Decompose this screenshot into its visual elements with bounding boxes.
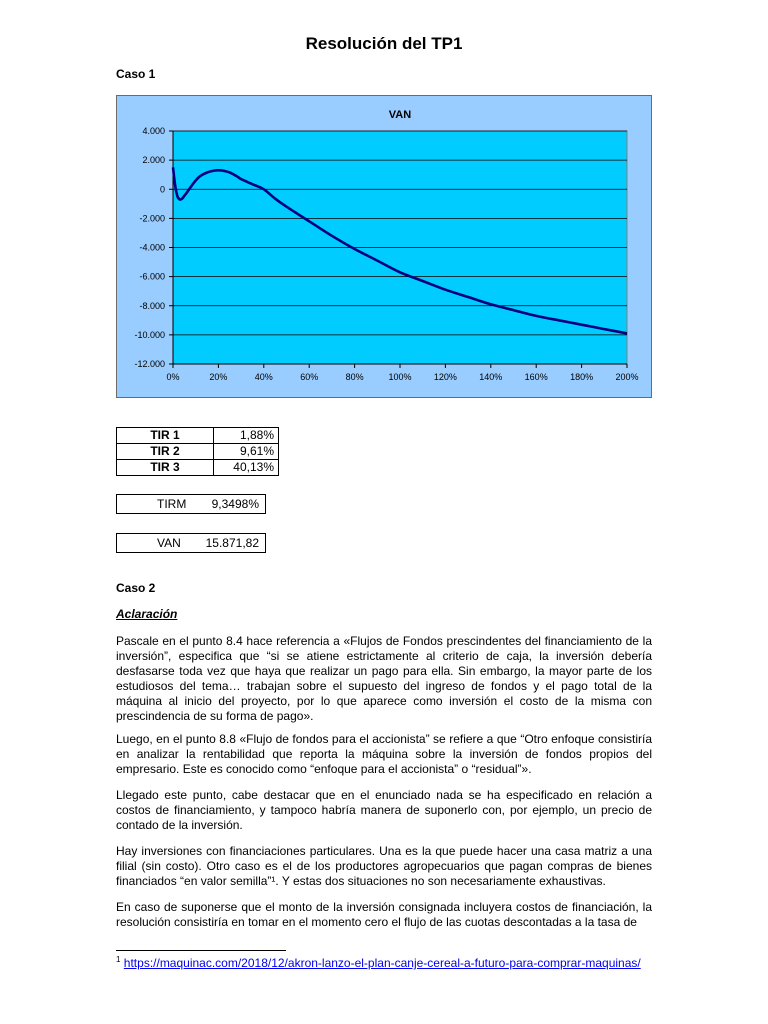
y-tick-label: -4.000 bbox=[139, 242, 165, 253]
chart-title: VAN bbox=[388, 109, 412, 121]
paragraph-1: Pascale en el punto 8.4 hace referencia a «Flujos de Fondos prescindentes del financiamiento de la inversión”, especifica que “si se atiene estrictamente al criterio de caja, la inversión debería desfasarse toda vez que haya que realizar un pago para ella. Sin embargo, la mayor parte de los estudiosos del tema… trabajan sobre el supuesto del ingreso de fondos y el pago total de la máquina al inicio del proyecto, por lo que aparece como inversión el costo de la misma con prescindencia de su forma de pago». bbox=[116, 634, 652, 723]
x-tick-label: 160% bbox=[524, 372, 548, 382]
tirm-label: TIRM bbox=[157, 497, 187, 511]
van-box bbox=[116, 533, 266, 553]
y-tick-label: 2.000 bbox=[142, 155, 165, 166]
van-value: 15.871,82 bbox=[205, 536, 259, 550]
tir-value: 40,13% bbox=[214, 460, 279, 476]
x-tick-label: 180% bbox=[570, 372, 594, 382]
table-row bbox=[117, 428, 279, 444]
y-tick-label: -8.000 bbox=[139, 300, 165, 311]
van-chart bbox=[116, 95, 652, 398]
paragraph-4: Hay inversiones con financiaciones particulares. Una es la que puede hacer una casa matriz a una filial (sin costo). Otro caso es el de los productores agropecuarios que pagan compras de bienes financiados “en valor semilla”¹. Y estas dos situaciones no son necesariamente exhaustivas. bbox=[116, 844, 652, 888]
tir-label: TIR 2 bbox=[117, 444, 214, 460]
x-tick-label: 100% bbox=[388, 372, 412, 382]
x-tick-label: 200% bbox=[615, 372, 639, 382]
paragraph-5: En caso de suponerse que el monto de la inversión consignada incluyera costos de financiación, la resolución consistiría en tomar en el momento cero el flujo de las cuotas descontadas a la tasa de bbox=[116, 900, 652, 929]
aclaracion-heading: Aclaración bbox=[116, 607, 178, 621]
table-row bbox=[117, 460, 279, 476]
y-tick-label: 4.000 bbox=[142, 126, 165, 136]
x-tick-label: 80% bbox=[345, 372, 364, 382]
x-tick-label: 0% bbox=[166, 372, 180, 382]
tir-label: TIR 3 bbox=[117, 460, 214, 476]
x-tick-label: 60% bbox=[300, 372, 319, 382]
footnote-divider bbox=[116, 950, 286, 951]
section-heading-caso-2: Caso 2 bbox=[116, 581, 156, 595]
y-tick-label: -2.000 bbox=[139, 213, 165, 224]
section-heading-caso-1: Caso 1 bbox=[116, 67, 156, 81]
tir-value: 9,61% bbox=[214, 444, 279, 460]
table-row bbox=[117, 444, 279, 460]
page-title: Resolución del TP1 bbox=[305, 34, 463, 53]
y-tick-label: -12.000 bbox=[134, 359, 165, 369]
footnote-marker: 1 bbox=[116, 955, 121, 964]
x-tick-label: 140% bbox=[479, 372, 503, 382]
y-tick-label: 0 bbox=[159, 184, 165, 195]
van-chart-svg bbox=[117, 96, 653, 399]
tir-label: TIR 1 bbox=[117, 428, 214, 444]
y-tick-label: -6.000 bbox=[139, 271, 165, 282]
y-tick-label: -10.000 bbox=[134, 329, 165, 340]
van-label: VAN bbox=[157, 536, 181, 550]
tir-value: 1,88% bbox=[214, 428, 279, 444]
x-tick-label: 120% bbox=[433, 372, 457, 382]
tirm-value: 9,3498% bbox=[211, 497, 259, 511]
paragraph-2: Luego, en el punto 8.8 «Flujo de fondos para el accionista” se refiere a que “Otro enfoque consistiría en analizar la rentabilidad que reporta la máquina sobre la inversión de fondos propios del empresario. Este es conocido como “enfoque para el accionista” o “residual”». bbox=[116, 732, 652, 776]
tirm-box bbox=[116, 494, 266, 514]
x-tick-label: 40% bbox=[254, 372, 273, 382]
footnote bbox=[116, 955, 641, 970]
footnote-link[interactable]: https://maquinac.com/2018/12/akron-lanzo-el-plan-canje-cereal-a-futuro-para-comprar-maquinas/ bbox=[123, 956, 641, 970]
x-tick-label: 20% bbox=[209, 372, 228, 382]
tir-table bbox=[116, 427, 279, 476]
paragraph-3: Llegado este punto, cabe destacar que en el enunciado nada se ha especificado en relación a costos de financiamiento, y tampoco habría manera de suponerlo con, por ejemplo, un precio de contado de la inversión. bbox=[116, 788, 652, 832]
